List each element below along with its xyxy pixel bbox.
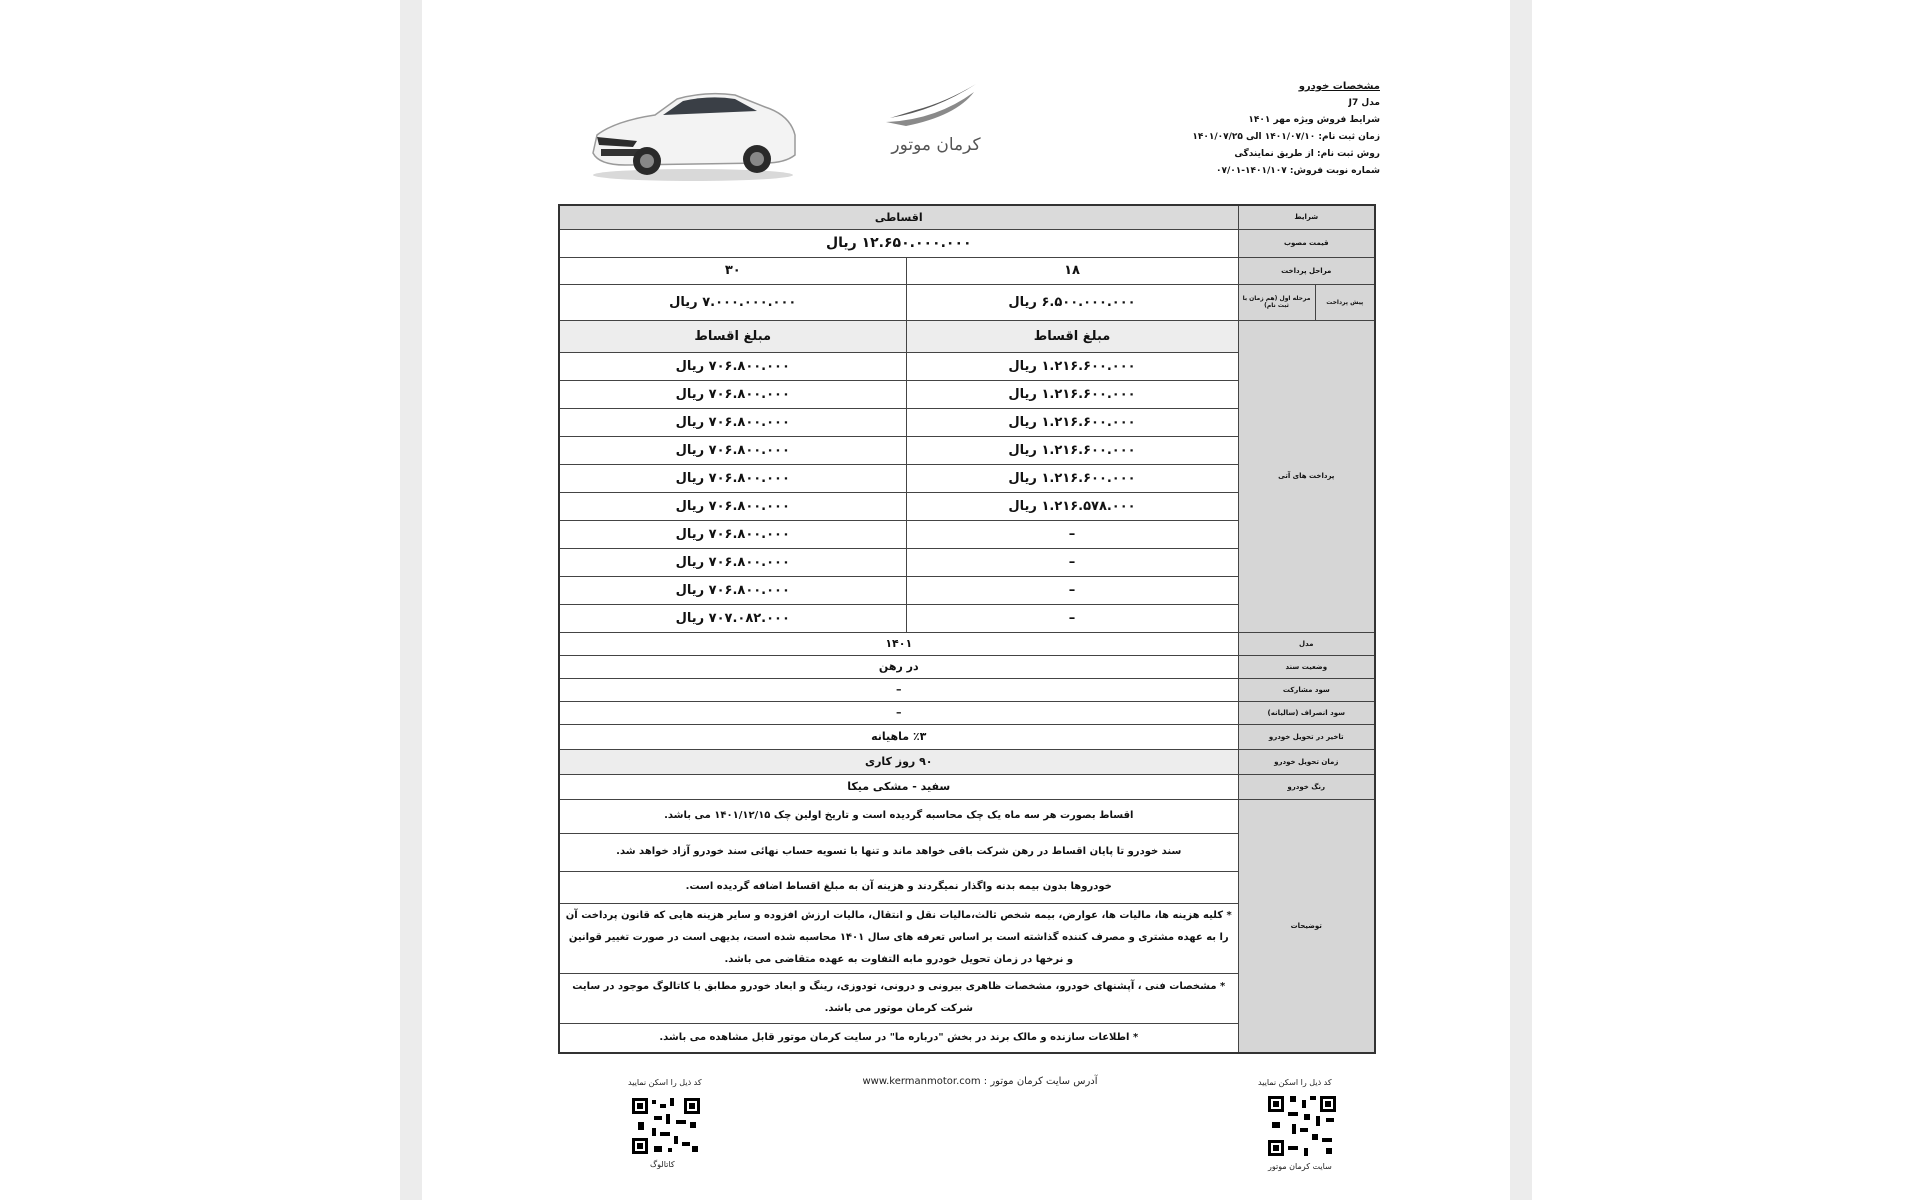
vehicle-spec-header [1180, 78, 1380, 180]
right-page-margin [1510, 0, 1532, 1200]
installment-30-2: ۷۰۶.۸۰۰.۰۰۰ ریال [559, 380, 906, 408]
table-row [559, 724, 1375, 749]
qr-code-catalog[interactable] [630, 1096, 702, 1156]
note-2: سند خودرو تا پایان اقساط در رهن شرکت باقی خواهد ماند و تنها با تسویه حساب نهائی سند خودرو آزاد خواهد شد. [559, 833, 1238, 871]
delivery-time: ۹۰ روز کاری [559, 749, 1238, 774]
table-row [559, 257, 1375, 284]
installment-18-3: ۱.۲۱۶.۶۰۰.۰۰۰ ریال [906, 408, 1238, 436]
table-row [559, 205, 1375, 229]
installment-18-9: – [906, 576, 1238, 604]
label-delivery-time: زمان تحویل خودرو [1238, 749, 1375, 774]
label-future-payments: پرداخت های آتی [1238, 320, 1375, 632]
table-row [559, 655, 1375, 678]
website-address[interactable]: آدرس سایت کرمان موتور : www.kermanmotor.com [862, 1076, 1098, 1087]
sales-terms-table [558, 204, 1376, 1054]
table-row [559, 320, 1375, 352]
installment-18-8: – [906, 548, 1238, 576]
installment-30-10: ۷۰۷.۰۸۲.۰۰۰ ریال [559, 604, 906, 632]
installment-30-5: ۷۰۶.۸۰۰.۰۰۰ ریال [559, 464, 906, 492]
label-prepayment: پیش پرداخت [1315, 284, 1375, 320]
stage-30: ۳۰ [559, 257, 906, 284]
table-row [559, 229, 1375, 257]
stage-18: ۱۸ [906, 257, 1238, 284]
label-document-status: وضعیت سند [1238, 655, 1375, 678]
label-terms: شرایط [1238, 205, 1375, 229]
installment-30-6: ۷۰۶.۸۰۰.۰۰۰ ریال [559, 492, 906, 520]
brand-logo [876, 80, 996, 160]
table-row [559, 632, 1375, 655]
qr-left-caption-top: کد ذیل را اسکن نمایید [628, 1078, 702, 1087]
installment-30-7: ۷۰۶.۸۰۰.۰۰۰ ریال [559, 520, 906, 548]
qr-code-website[interactable] [1266, 1094, 1338, 1154]
prepay-18: ۶.۵۰۰.۰۰۰.۰۰۰ ریال [906, 284, 1238, 320]
label-payment-stages: مراحل پرداخت [1238, 257, 1375, 284]
qr-left-caption-bottom: کاتالوگ [650, 1160, 675, 1169]
installment-18-10: – [906, 604, 1238, 632]
prepay-30: ۷.۰۰۰.۰۰۰.۰۰۰ ریال [559, 284, 906, 320]
header-sale-round: شماره نوبت فروش: ۱۴۰۱/۱۰۷-۰۷/۰۱ [1216, 166, 1380, 176]
label-car-color: رنگ خودرو [1238, 774, 1375, 799]
note-6: * اطلاعات سازنده و مالک برند در بخش "درباره ما" در سایت کرمان موتور قابل مشاهده می باشد. [559, 1023, 1238, 1053]
table-row [559, 799, 1375, 833]
label-partnership-profit: سود مشارکت [1238, 678, 1375, 701]
installment-18-5: ۱.۲۱۶.۶۰۰.۰۰۰ ریال [906, 464, 1238, 492]
installment-18-1: ۱.۲۱۶.۶۰۰.۰۰۰ ریال [906, 352, 1238, 380]
label-first-stage: مرحله اول (هم زمان با ثبت نام) [1238, 284, 1315, 320]
header-registration-method: روش ثبت نام: از طریق نمایندگی [1234, 149, 1380, 159]
left-page-margin [400, 0, 422, 1200]
qr-right-caption-bottom: سایت کرمان موتور [1268, 1162, 1332, 1171]
logo-text: کرمان موتور [891, 135, 981, 155]
label-deposit-profit: سود انصراف (سالیانه) [1238, 701, 1375, 724]
header-model: مدل J7 [1348, 98, 1380, 108]
note-4: * کلیه هزینه ها، مالیات ها، عوارض، بیمه شخص ثالث،مالیات نقل و انتقال، مالیات ارزش افزوده و سایر هزینه هایی که قانون پرداخت آن را به عهده مشتری و مصرف کننده گذاشته است بر اساس تعرفه های سال ۱۴۰۱ محاسبه شده است، بدیهی است در صورت تغییر قوانین و نرخها در زمان تحویل خودرو مابه التفاوت به عهده متقاضی می باشد. [559, 903, 1238, 973]
table-row [559, 749, 1375, 774]
installment-header-30: مبلغ اقساط [559, 320, 906, 352]
installment-18-7: – [906, 520, 1238, 548]
note-1: اقساط بصورت هر سه ماه یک چک محاسبه گردیده است و تاریخ اولین چک ۱۴۰۱/۱۲/۱۵ می باشد. [559, 799, 1238, 833]
plan-type: اقساطی [559, 205, 1238, 229]
installment-30-1: ۷۰۶.۸۰۰.۰۰۰ ریال [559, 352, 906, 380]
car-image [585, 85, 800, 185]
installment-30-9: ۷۰۶.۸۰۰.۰۰۰ ریال [559, 576, 906, 604]
label-delivery-delay: تاخیر در تحویل خودرو [1238, 724, 1375, 749]
installment-18-6: ۱.۲۱۶.۵۷۸.۰۰۰ ریال [906, 492, 1238, 520]
label-model-year: مدل [1238, 632, 1375, 655]
header-sale-condition: شرایط فروش ویژه مهر ۱۴۰۱ [1248, 115, 1380, 125]
installment-18-4: ۱.۲۱۶.۶۰۰.۰۰۰ ریال [906, 436, 1238, 464]
document-status: در رهن [559, 655, 1238, 678]
label-approved-price: قیمت مصوب [1238, 229, 1375, 257]
table-row [559, 284, 1375, 320]
table-row [559, 774, 1375, 799]
qr-right-caption-top: کد ذیل را اسکن نمایید [1258, 1078, 1332, 1087]
table-row [559, 701, 1375, 724]
note-3: خودروها بدون بیمه بدنه واگذار نمیگردند و هزینه آن به مبلغ اقساط اضافه گردیده است. [559, 871, 1238, 903]
installment-18-2: ۱.۲۱۶.۶۰۰.۰۰۰ ریال [906, 380, 1238, 408]
car-color: سفید - مشکی میکا [559, 774, 1238, 799]
note-5: * مشخصات فنی ، آپشنهای خودرو، مشخصات ظاهری بیرونی و درونی، تودوزی، رینگ و ابعاد خودرو مطابق با کاتالوگ موجود در سایت شرکت کرمان موتور می باشد. [559, 973, 1238, 1023]
delivery-delay: ٪۳ ماهیانه [559, 724, 1238, 749]
table-row [559, 678, 1375, 701]
header-title: مشخصات خودرو [1298, 81, 1380, 92]
approved-price: ۱۲.۶۵۰.۰۰۰.۰۰۰ ریال [559, 229, 1238, 257]
installment-header-18: مبلغ اقساط [906, 320, 1238, 352]
label-notes: توضیحات [1238, 799, 1375, 1053]
installment-30-4: ۷۰۶.۸۰۰.۰۰۰ ریال [559, 436, 906, 464]
installment-30-8: ۷۰۶.۸۰۰.۰۰۰ ریال [559, 548, 906, 576]
header-registration-time: زمان ثبت نام: ۱۴۰۱/۰۷/۱۰ الی ۱۴۰۱/۰۷/۲۵ [1192, 132, 1380, 142]
deposit-profit: – [559, 701, 1238, 724]
model-year: ۱۴۰۱ [559, 632, 1238, 655]
installment-30-3: ۷۰۶.۸۰۰.۰۰۰ ریال [559, 408, 906, 436]
partnership-profit: – [559, 678, 1238, 701]
